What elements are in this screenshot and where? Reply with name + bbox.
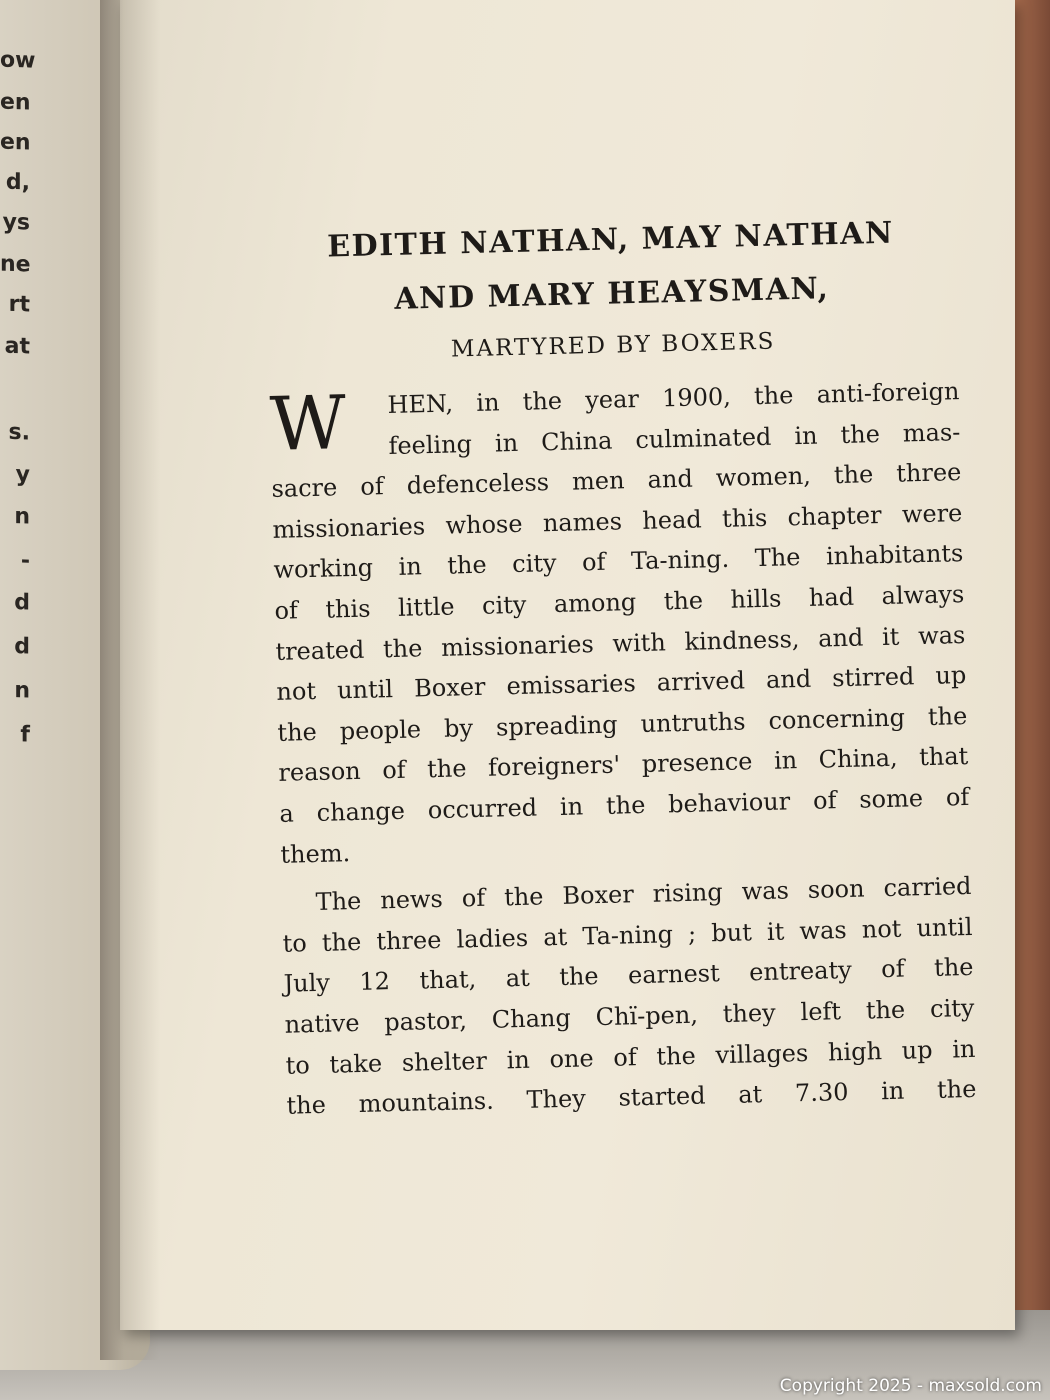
- text-line: of this little city among the hills had always: [274, 579, 965, 625]
- chapter-title-line-2: AND MARY HEAYSMAN,: [393, 271, 830, 317]
- text-line: missionaries whose names head this chapter were: [272, 498, 963, 544]
- chapter-title: [265, 205, 957, 330]
- previous-page-text-fragment: rt: [8, 291, 30, 318]
- text-line: working in the city of Ta-ning. The inhabitants: [273, 539, 964, 585]
- text-line: The news of the Boxer rising was soon carried: [315, 872, 972, 917]
- page-text: [265, 205, 977, 1126]
- page-gutter-shadow: [100, 0, 160, 1360]
- previous-page-text-fragment: d: [14, 633, 30, 660]
- text-line: the people by spreading untruths concerning the: [277, 701, 968, 747]
- text-line: July 12 that, at the earnest entreaty of the: [283, 953, 974, 999]
- chapter-title-line-1: EDITH NATHAN, MAY NATHAN: [326, 215, 895, 265]
- previous-page-text-fragment: n: [14, 677, 30, 704]
- text-line: not until Boxer emissaries arrived and stirred up: [276, 661, 967, 707]
- copyright-watermark: Copyright 2025 - maxsold.com: [779, 1376, 1042, 1396]
- previous-page-text-fragment: en: [0, 89, 31, 116]
- previous-page-text-fragment: y: [15, 462, 30, 488]
- previous-page-text-fragment: -: [20, 548, 30, 574]
- text-line: them.: [280, 838, 351, 869]
- text-line: reason of the foreigners' presence in China, that: [278, 742, 969, 788]
- text-line: the mountains. They started at 7.30 in the: [286, 1074, 977, 1120]
- text-line: a change occurred in the behaviour of some of: [279, 782, 970, 828]
- previous-page-text-fragment: f: [20, 722, 30, 748]
- chapter-subtitle: MARTYRED BY BOXERS: [450, 328, 776, 363]
- previous-page-text-fragment: s.: [8, 419, 30, 446]
- text-line: native pastor, Chang Chï-pen, they left the city: [284, 993, 975, 1039]
- drop-cap: W: [268, 380, 348, 468]
- previous-page-text-fragment: ne: [0, 251, 31, 278]
- previous-page-text-fragment: d,: [5, 169, 30, 196]
- text-line: to the three ladies at Ta-ning ; but it was not until: [282, 912, 973, 958]
- text-line: treated the missionaries with kindness, and it was: [275, 620, 966, 666]
- previous-page-text-fragment: ow: [0, 47, 36, 74]
- previous-page-text-fragment: at: [4, 333, 30, 360]
- paragraph-2: [281, 866, 977, 1126]
- text-line: HEN, in the year 1900, the anti-foreign: [387, 377, 960, 420]
- previous-page-text-fragment: d: [14, 589, 30, 616]
- paragraph-1: [269, 371, 971, 875]
- text-line: feeling in China culminated in the mas-: [388, 417, 961, 460]
- text-line: sacre of defenceless men and women, the three: [271, 458, 962, 504]
- text-line: to take shelter in one of the villages high up in: [285, 1034, 976, 1080]
- previous-page-text-fragment: en: [0, 129, 31, 156]
- previous-page-text-fragment: n: [14, 503, 30, 530]
- previous-page-text-fragment: ys: [2, 209, 30, 236]
